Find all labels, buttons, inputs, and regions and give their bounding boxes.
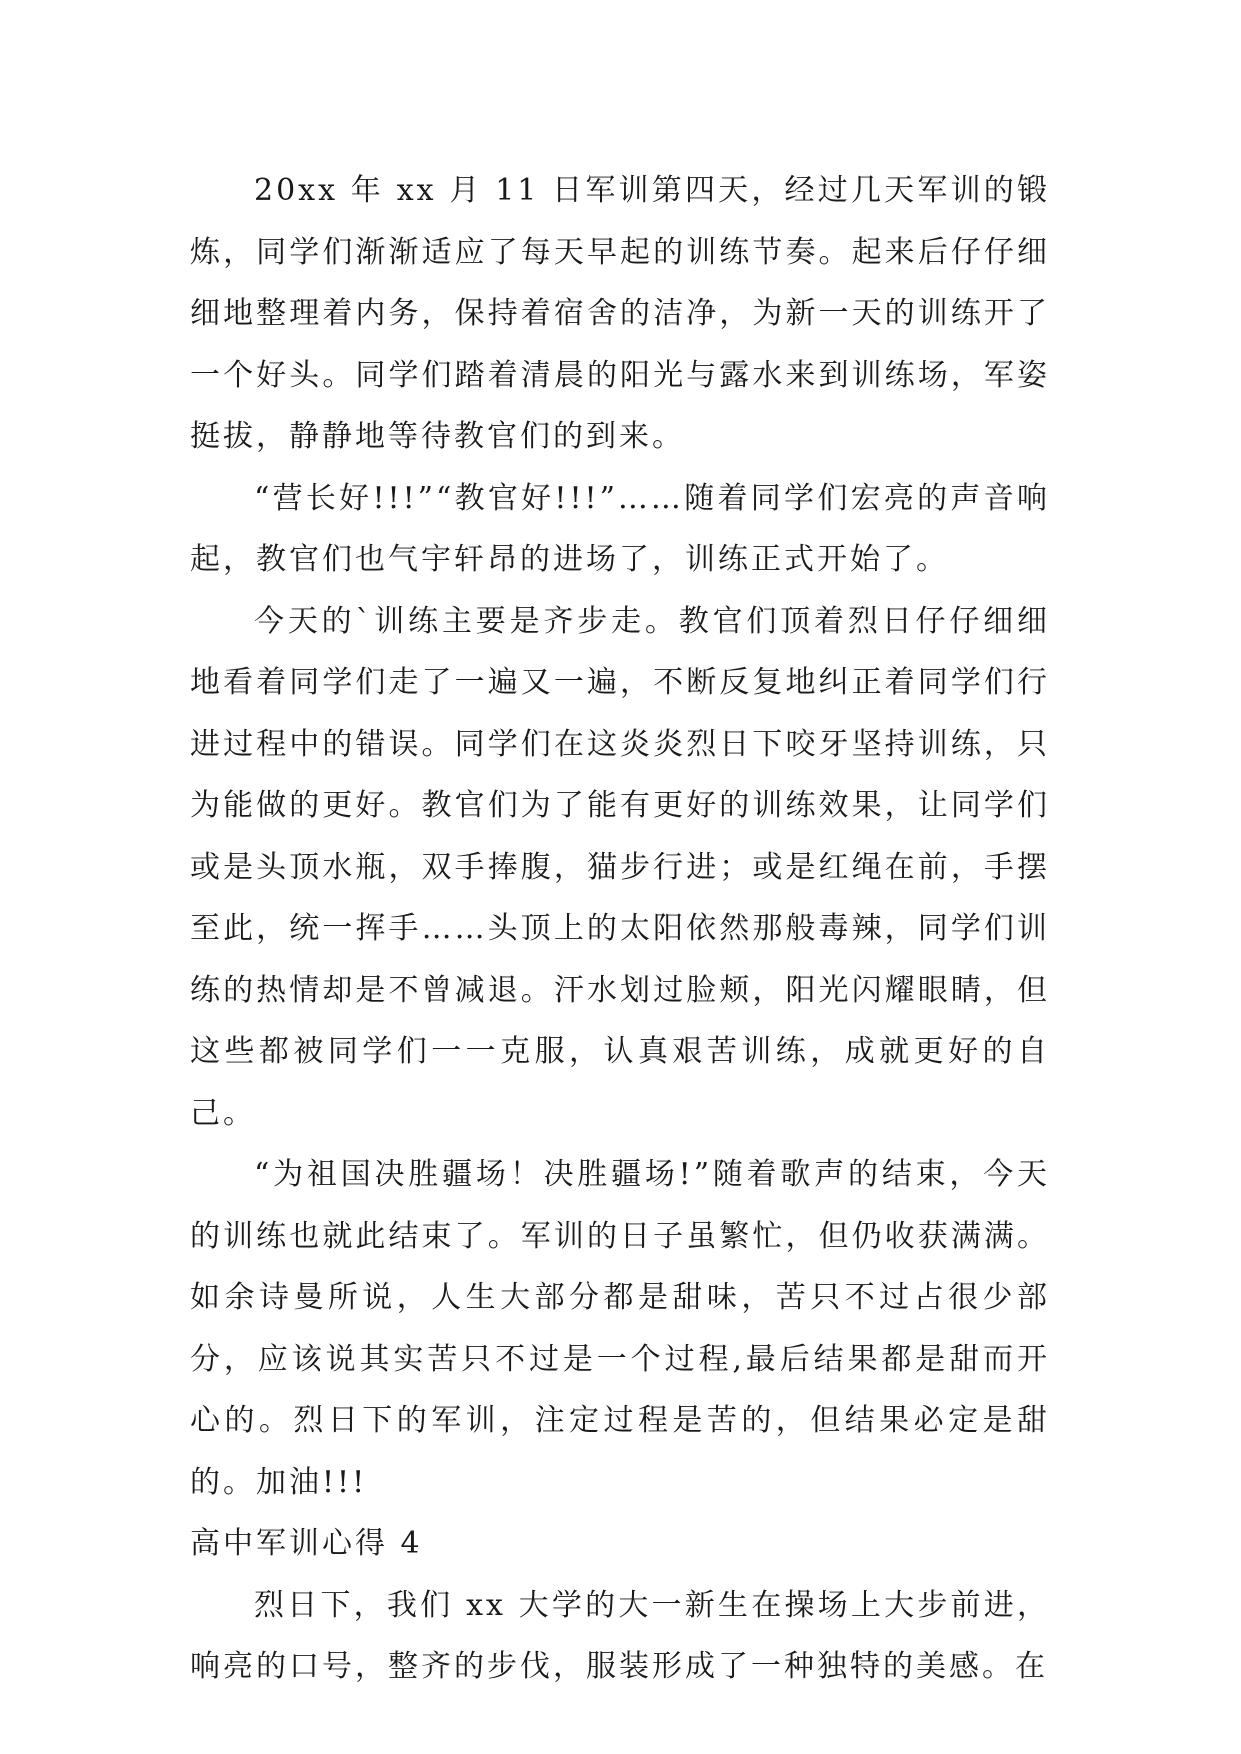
paragraph-3: 今天的`训练主要是齐步走。教官们顶着烈日仔仔细细地看着同学们走了一遍又一遍，不断反复地纠正着同学们行进过程中的错误。同学们在这炎炎烈日下咬牙坚持训练，只为能做的更好。教官们为了能有更好的训练效果，让同学们或是头顶水瓶，双手捧腹，猫步行进；或是红绳在前，手摆至此，统一挥手……头顶上的太阳依然那般毒辣，同学们训练的热情却是不曾减退。汗水划过脸颊，阳光闪耀眼睛，但这些都被同学们一一克服，认真艰苦训练，成就更好的自己。: [190, 603, 1050, 1131]
paragraph-5: 烈日下，我们 xx 大学的大一新生在操场上大步前进，响亮的口号，整齐的步伐，服装形成了一种独特的美感。在: [190, 1587, 1050, 1684]
paragraph-1: 20xx 年 xx 月 11 日军训第四天，经过几天军训的锻炼，同学们渐渐适应了每天早起的训练节奏。起来后仔仔细细地整理着内务，保持着宿舍的洁净，为新一天的训练开了一个好头。同学们踏着清晨的阳光与露水来到训练场，军姿挺拔，静静地等待教官们的到来。: [190, 173, 1050, 454]
paragraph-4: “为祖国决胜疆场！决胜疆场!”随着歌声的结束，今天的训练也就此结束了。军训的日子虽繁忙，但仍收获满满。如余诗曼所说，人生大部分都是甜味，苦只不过占很少部分，应该说其实苦只不过是一个过程,最后结果都是甜而开心的。烈日下的军训，注定过程是苦的，但结果必定是甜的。加油!!!: [190, 1157, 1050, 1500]
document-body: [190, 160, 1050, 1698]
paragraph-2: “营长好!!!”“教官好!!!”……随着同学们宏亮的声音响起，教官们也气宇轩昂的进场了，训练正式开始了。: [190, 480, 1050, 577]
section-heading: 高中军训心得 4: [190, 1526, 423, 1561]
